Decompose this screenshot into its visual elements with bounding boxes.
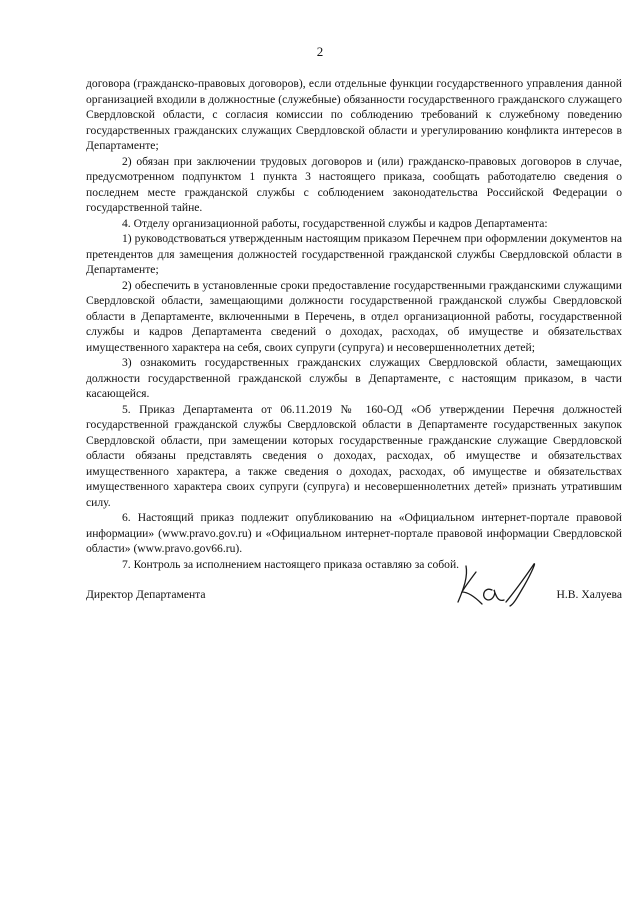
paragraph-4-1: 1) руководствоваться утвержденным настоящим приказом Перечнем при оформлении документов на претендентов для замещения должностей государственной гражданской службы Свердловской области в Департаменте; [86, 232, 622, 276]
paragraph-4-2: 2) обеспечить в установленные сроки предоставление государственными гражданскими служащими Свердловской области, замещающими должности государственной гражданской службы Свердловской области в Департаменте, включенными в Перечень, в отдел организационной работы, государственной службы и кадров Департамента сведений о доходах, расходах, об имуществе и обязательствах имущественного характера на себя, своих супруги (супруга) и несовершеннолетних детей; [86, 278, 622, 354]
signatory-name: Н.В. Халуева [556, 588, 622, 601]
signature-block [86, 558, 622, 618]
paragraph-3-2: 2) обязан при заключении трудовых договоров и (или) гражданско-правовых договоров в случае, предусмотренном подпунктом 1 пункта 3 настоящего приказа, сообщать работодателю сведения о последнем месте гражданской службы с соблюдением законодательства Российской Федерации о государственной тайне. [86, 154, 622, 214]
paragraph-4-3: 3) ознакомить государственных гражданских служащих Свердловской области, замещающих должности государственной гражданской службы в Департаменте, с настоящим приказом, в части касающейся. [86, 356, 622, 400]
signatory-title: Директор Департамента [86, 588, 206, 601]
handwritten-signature [446, 558, 546, 612]
paragraph-continuation: договора (гражданско-правовых договоров), если отдельные функции государственного управления данной организацией входили в должностные (служебные) обязанности государственного гражданского служащего Свердловской области, с согласия комиссии по соблюдению требований к служебному поведению государственных гражданских служащих Свердловской области и урегулированию конфликта интересов в Департаменте; [86, 77, 622, 152]
page-number: 2 [316, 44, 324, 59]
document-body [86, 76, 622, 572]
paragraph-6: 6. Настоящий приказ подлежит опубликованию на «Официальном интернет-портале правовой информации» (www.pravo.gov.ru) и «Официальном интернет-портале правовой информации Свердловской области» (www.pravo.gov66.ru). [86, 511, 622, 555]
paragraph-7: 7. Контроль за исполнением настоящего приказа оставляю за собой. [122, 557, 460, 571]
paragraph-4: 4. Отделу организационной работы, государственной службы и кадров Департамента: [122, 216, 548, 230]
paragraph-5: 5. Приказ Департамента от 06.11.2019 № 160-ОД «Об утверждении Перечня должностей государственной гражданской службы Свердловской области в Департаменте государственных закупок Свердловской области, при замещении которых государственные гражданские служащие Свердловской области обязаны представлять сведения о доходах, расходах, об имуществе и обязательствах имущественного характера, а также сведения о доходах, расходах, об имуществе и обязательствах имущественного характера своих супруги (супруга) и несовершеннолетних детей» признать утратившим силу. [86, 402, 622, 509]
